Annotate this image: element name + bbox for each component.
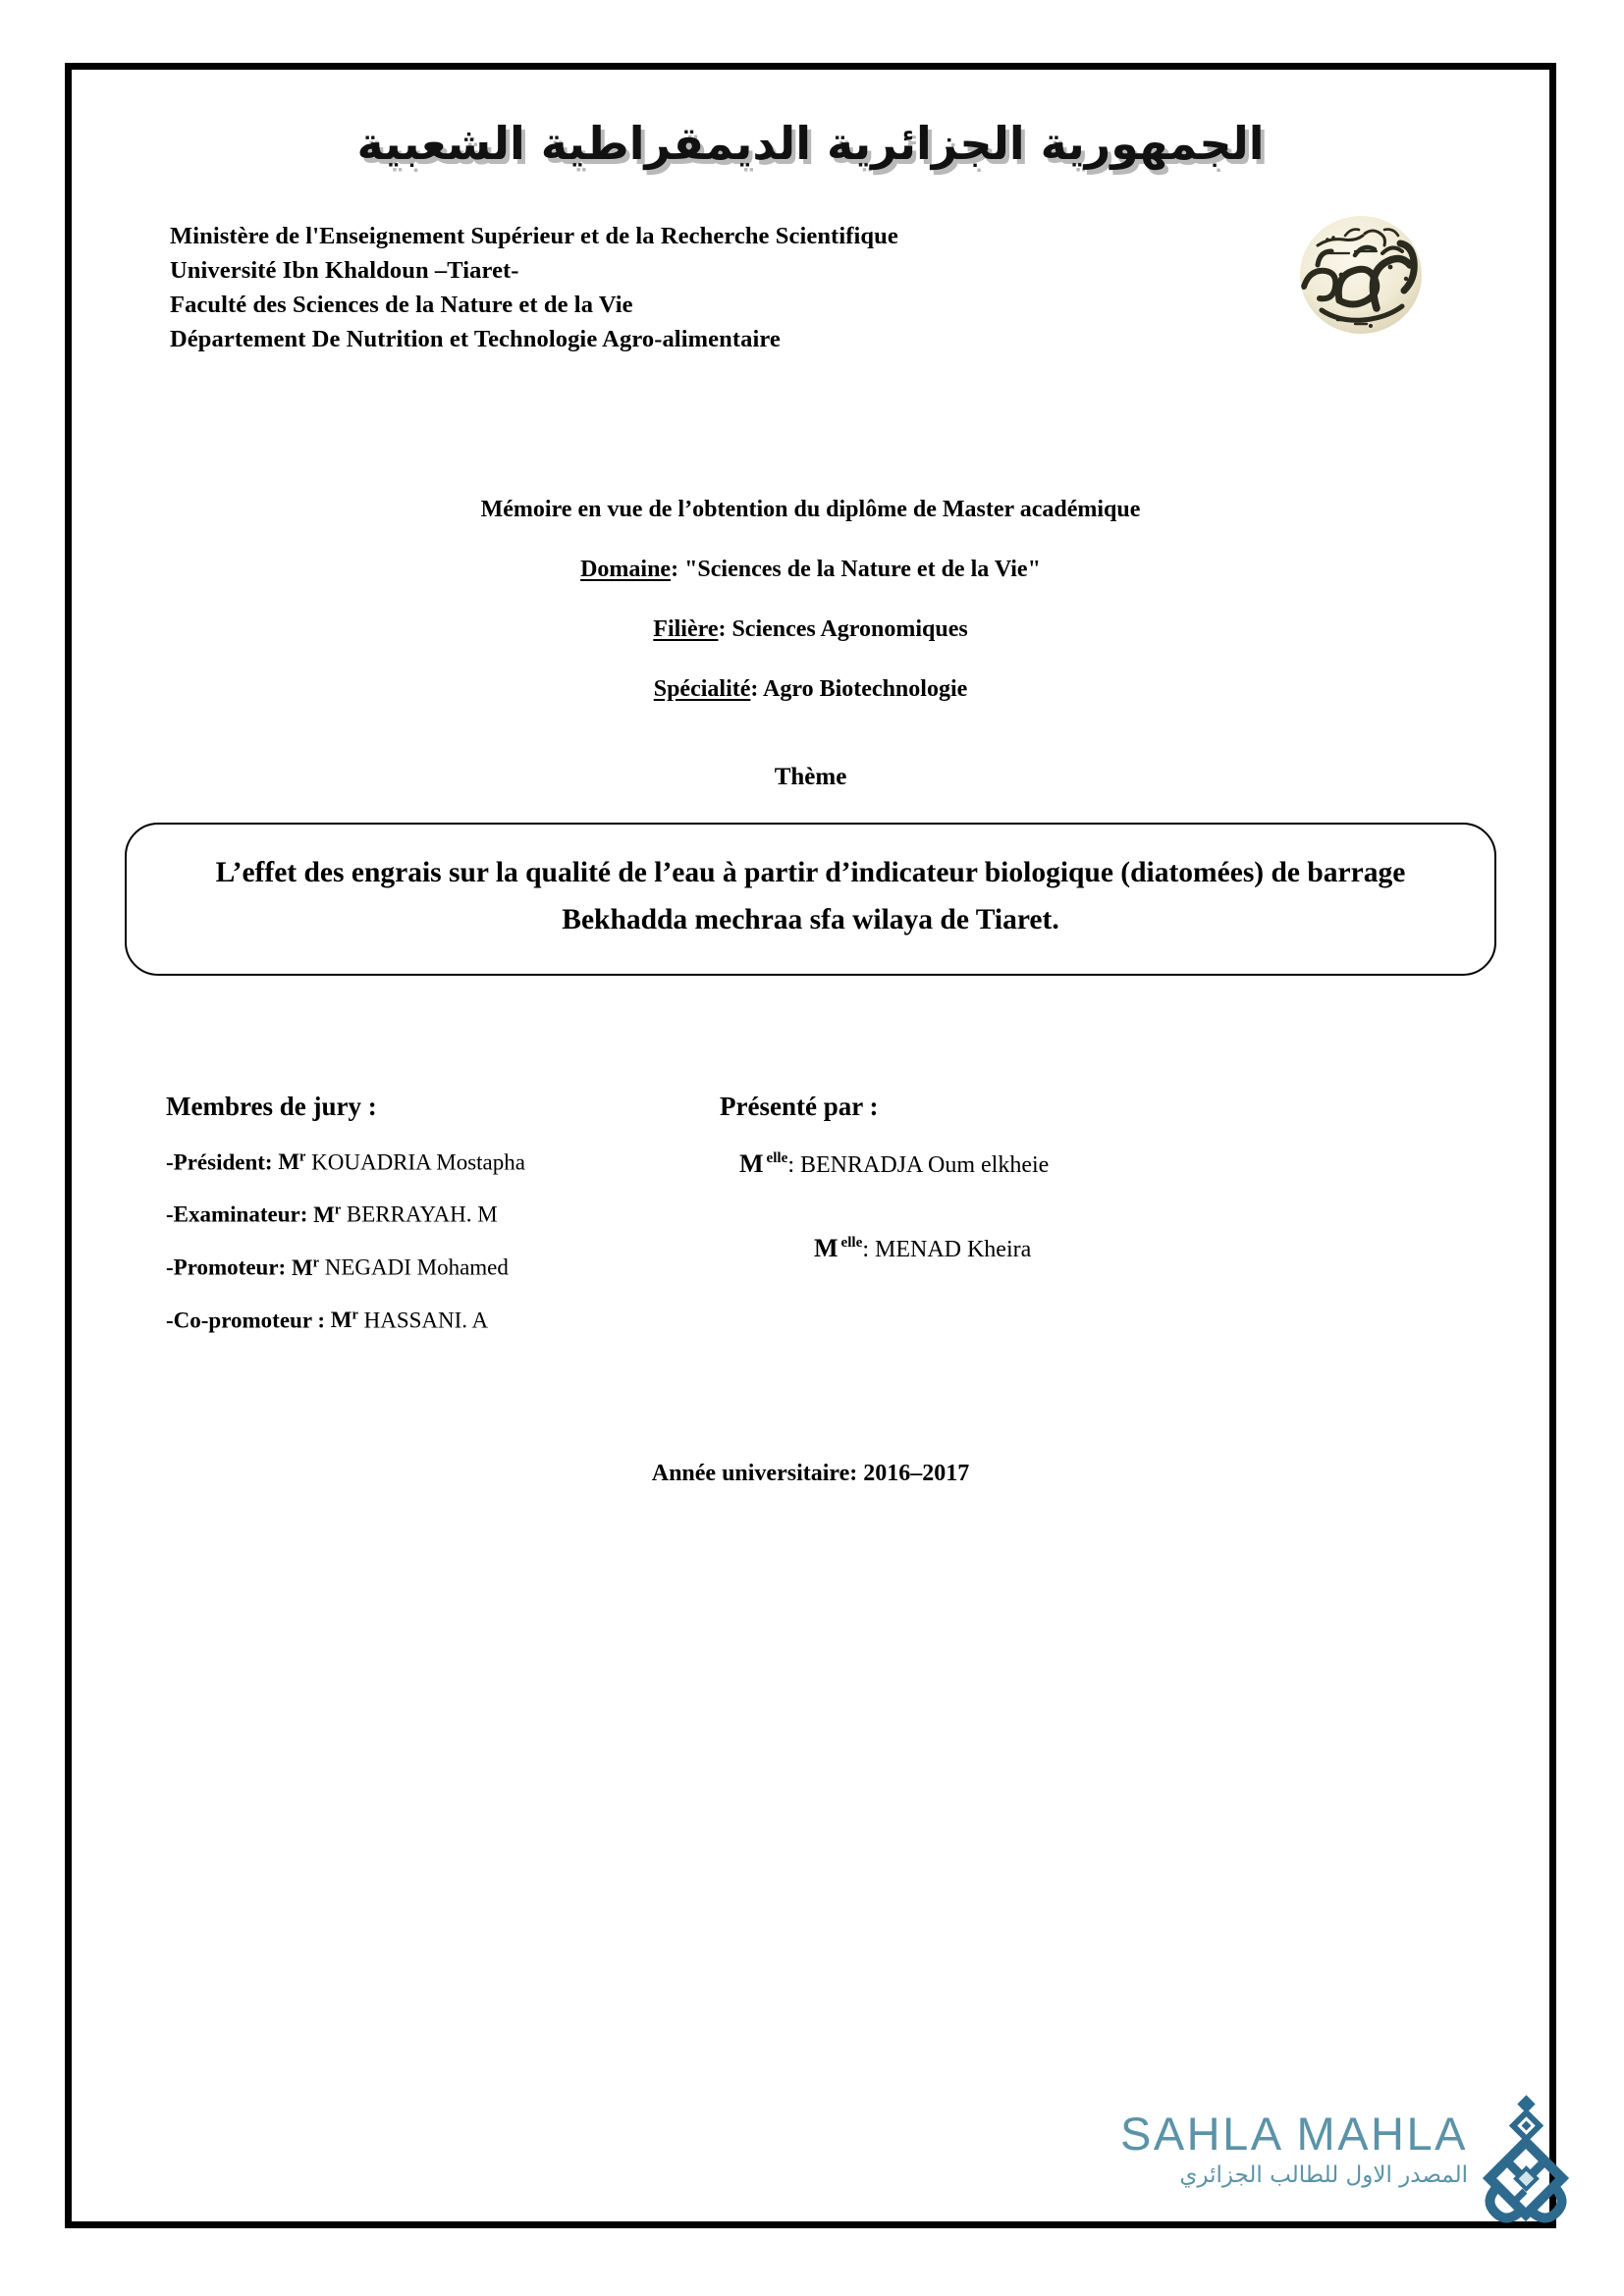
watermark-tagline: المصدر الاول للطالب الجزائري	[1179, 2163, 1468, 2188]
jury-honorific-base: M	[313, 1202, 335, 1228]
jury-honorific-base: M	[291, 1255, 313, 1280]
jury-honorific	[331, 1308, 358, 1332]
jury-name: HASSANI. A	[357, 1308, 489, 1333]
author-honorific	[739, 1149, 787, 1178]
jury-name: KOUADRIA Mostapha	[305, 1149, 525, 1175]
thesis-title: L’effet des engrais sur la qualité de l’eau à partir d’indicateur biologique (diatomées) de barrage Bekhadda mechraa sfa wilaya de Tiaret.	[215, 857, 1406, 935]
author-row	[720, 1234, 1309, 1263]
sahla-mahla-diamond-logo-icon	[1468, 2089, 1586, 2246]
specialite-value: : Agro Biotechnologie	[750, 676, 968, 703]
jury-honorific	[292, 1255, 319, 1280]
jury-honorific-sup: r	[334, 1201, 342, 1218]
jury-role: -Examinateur:	[166, 1202, 308, 1228]
specialite-line	[72, 676, 1549, 703]
author-honorific-base: M	[739, 1148, 764, 1178]
filiere-line	[72, 616, 1549, 643]
jury-honorific-base: M	[330, 1308, 352, 1333]
domain-line	[72, 557, 1549, 583]
jury-name: NEGADI Mohamed	[318, 1255, 509, 1280]
jury-member-row	[166, 1308, 716, 1334]
author-name: : MENAD Kheira	[862, 1236, 1032, 1262]
author-honorific-sup: elle	[840, 1235, 863, 1252]
presented-by-heading: Présenté par :	[720, 1091, 879, 1121]
jury-column	[166, 1092, 716, 1361]
jury-member-row	[166, 1201, 716, 1228]
jury-role: -Président:	[166, 1149, 273, 1175]
sahla-mahla-watermark	[1075, 2089, 1566, 2246]
filiere-label: Filière	[653, 616, 719, 643]
specialite-label: Spécialité	[653, 676, 751, 703]
author-name: : BENRADJA Oum elkheie	[787, 1151, 1050, 1178]
theme-heading: Thème	[774, 764, 847, 791]
diploma-info	[72, 497, 1549, 703]
filiere-value: : Sciences Agronomiques	[718, 616, 968, 643]
author-honorific-base: M	[814, 1233, 839, 1262]
jury-honorific-sup: r	[352, 1307, 358, 1323]
academic-year: Année universitaire: 2016–2017	[651, 1460, 970, 1486]
jury-honorific-sup: r	[299, 1148, 306, 1165]
faculty-line: Faculté des Sciences de la Nature et de la Vie	[170, 291, 633, 318]
jury-member-row	[166, 1255, 716, 1281]
author-honorific-sup: elle	[766, 1150, 788, 1167]
jury-honorific	[278, 1149, 305, 1174]
domain-label: Domaine	[580, 557, 672, 583]
thesis-title-box	[125, 823, 1496, 976]
people-section	[72, 1092, 1549, 1386]
author-row	[720, 1149, 1309, 1179]
diploma-statement: Mémoire en vue de l’obtention du diplôme de Master académique	[480, 497, 1141, 523]
university-seal-icon	[1282, 210, 1439, 340]
jury-heading: Membres de jury :	[166, 1091, 377, 1121]
jury-honorific-base: M	[278, 1149, 300, 1175]
presented-by-column	[720, 1092, 1309, 1318]
arabic-republic-header: الجمهورية الجزائرية الديمقراطية الشعبية	[356, 117, 1265, 170]
jury-honorific	[313, 1202, 341, 1227]
institution-block	[72, 220, 1549, 387]
jury-member-row	[166, 1149, 716, 1176]
university-line: Université Ibn Khaldoun –Tiaret-	[170, 256, 519, 284]
author-honorific	[814, 1234, 862, 1262]
ministry-line: Ministère de l'Enseignement Supérieur et de la Recherche Scientifique	[170, 223, 898, 250]
page-content	[72, 70, 1549, 2221]
jury-role: -Promoteur:	[166, 1255, 287, 1280]
department-line: Département De Nutrition et Technologie Agro-alimentaire	[170, 325, 781, 352]
watermark-brand: SAHLA MAHLA	[1119, 2108, 1468, 2160]
watermark-text	[1075, 2110, 1468, 2188]
domain-value: : "Sciences de la Nature et de la Vie"	[671, 557, 1041, 583]
jury-name: BERRAYAH. M	[341, 1202, 498, 1228]
jury-role: -Co-promoteur :	[166, 1308, 326, 1333]
jury-honorific-sup: r	[312, 1255, 319, 1271]
